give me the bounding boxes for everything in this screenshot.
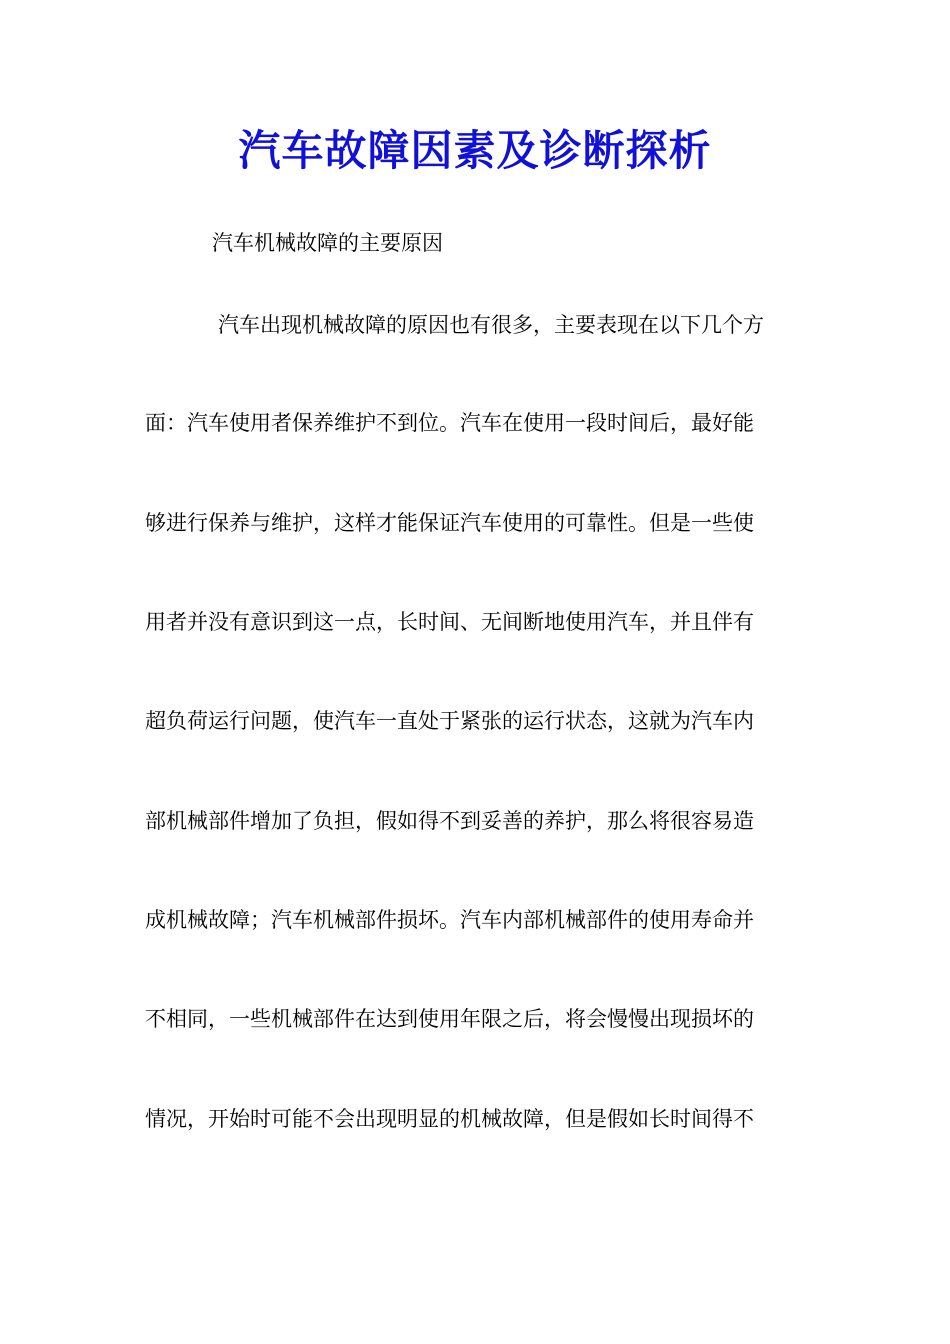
paragraph-line: 部机械部件增加了负担，假如得不到妥善的养护，那么将很容易造 <box>145 809 754 833</box>
paragraph-line: 不相同，一些机械部件在达到使用年限之后，将会慢慢出现损坏的 <box>145 1007 754 1031</box>
paragraph-line: 情况，开始时可能不会出现明显的机械故障，但是假如长时间得不 <box>145 1107 754 1131</box>
paragraph-line: 成机械故障；汽车机械部件损坏。汽车内部机械部件的使用寿命并 <box>145 908 754 932</box>
paragraph-line: 超负荷运行问题，使汽车一直处于紧张的运行状态，这就为汽车内 <box>145 709 754 733</box>
paragraph-line: 用者并没有意识到这一点，长时间、无间断地使用汽车，并且伴有 <box>145 610 754 634</box>
paragraph-line: 够进行保养与维护，这样才能保证汽车使用的可靠性。但是一些使 <box>145 511 754 535</box>
paragraph-line: 汽车出现机械故障的原因也有很多，主要表现在以下几个方 <box>218 313 764 337</box>
paragraph-line: 面：汽车使用者保养维护不到位。汽车在使用一段时间后，最好能 <box>145 411 754 435</box>
document-title: 汽车故障因素及诊断探析 <box>238 126 712 175</box>
section-heading: 汽车机械故障的主要原因 <box>212 231 443 255</box>
